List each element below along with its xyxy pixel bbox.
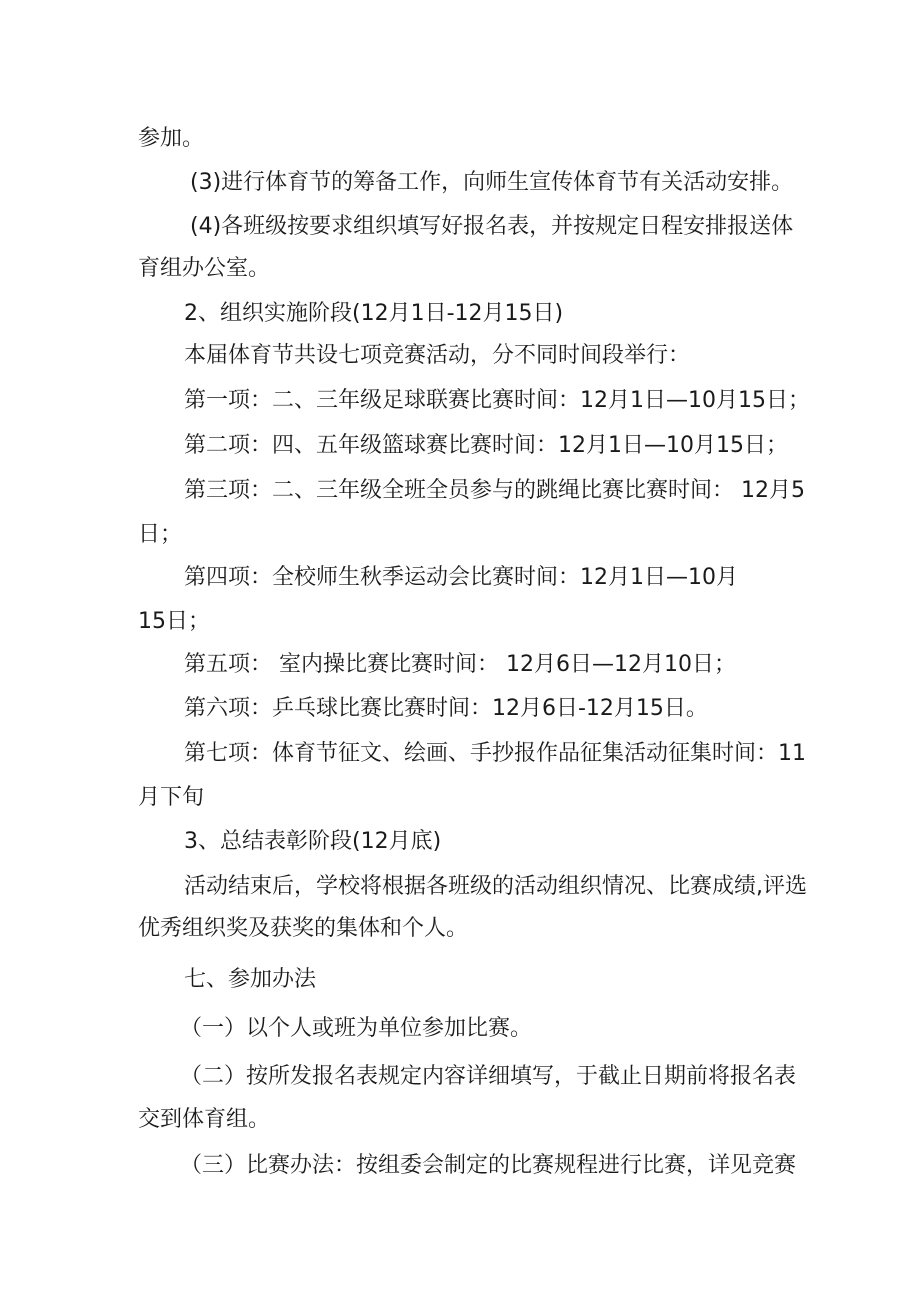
text-line: 第六项：乒乓球比赛比赛时间：12月6日-12月15日。 [184, 696, 708, 721]
text-line: （二）按所发报名表规定内容详细填写，于截止日期前将报名表 [180, 1064, 797, 1089]
section-heading: 七、参加办法 [184, 967, 317, 992]
text-line: 15日； [138, 609, 210, 634]
text-line: 日； [138, 522, 183, 547]
text-line: 第一项：二、三年级足球联赛比赛时间：12月1日—10月15日； [184, 388, 810, 413]
text-line: 活动结束后，学校将根据各班级的活动组织情况、比赛成绩,评选 [184, 874, 807, 899]
text-line: 交到体育组。 [138, 1107, 271, 1132]
text-line: 2、组织实施阶段(12月1日-12月15日) [184, 301, 564, 326]
text-line: 优秀组织奖及获奖的集体和个人。 [138, 916, 469, 941]
text-line: 参加。 [138, 126, 205, 151]
text-line: 本届体育节共设七项竞赛活动，分不同时间段举行： [184, 343, 691, 368]
text-line: 月下旬 [138, 785, 205, 810]
text-line: 第二项：四、五年级篮球赛比赛时间：12月1日—10月15日； [184, 433, 788, 458]
text-line: 育组办公室。 [138, 256, 271, 281]
text-line: （一）以个人或班为单位参加比赛。 [180, 1016, 533, 1041]
text-line: (4)各班级按要求组织填写好报名表，并按规定日程安排报送体 [190, 214, 794, 239]
text-line: (3)进行体育节的筹备工作，向师生宣传体育节有关活动安排。 [190, 170, 794, 195]
text-line: 3、总结表彰阶段(12月底) [184, 829, 442, 854]
text-line: 第七项：体育节征文、绘画、手抄报作品征集活动征集时间：11 [184, 741, 806, 766]
text-line: 第四项：全校师生秋季运动会比赛时间：12月1日—10月 [184, 565, 738, 590]
text-line: 第三项：二、三年级全班全员参与的跳绳比赛比赛时间： 12月5 [184, 478, 805, 503]
text-line: 第五项： 室内操比赛比赛时间： 12月6日—12月10日； [184, 652, 736, 677]
text-line: （三）比赛办法：按组委会制定的比赛规程进行比赛，详见竞赛 [180, 1153, 797, 1178]
